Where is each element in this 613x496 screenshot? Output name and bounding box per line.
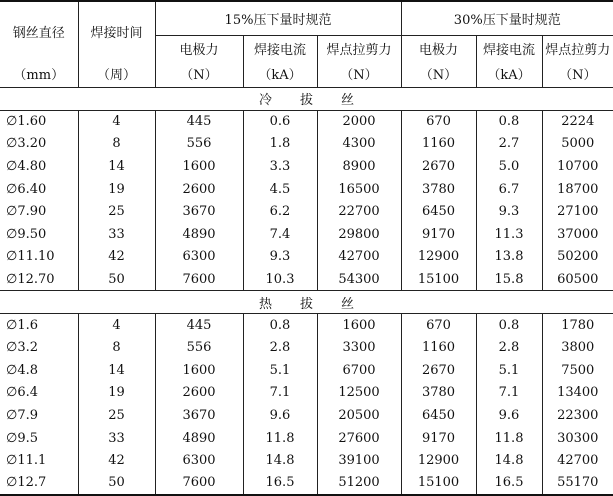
cell-current-30: 14.8 bbox=[476, 449, 542, 472]
cell-current-30: 6.7 bbox=[476, 178, 542, 201]
table-row bbox=[0, 155, 613, 178]
cell-weld-time: 19 bbox=[78, 178, 155, 201]
cell-diameter: ∅11.1 bbox=[0, 449, 78, 472]
cell-force-15: 1600 bbox=[155, 359, 243, 382]
table-row bbox=[0, 427, 613, 450]
cell-shear-15: 22700 bbox=[317, 200, 401, 223]
cell-current-30: 5.1 bbox=[476, 359, 542, 382]
cell-force-30: 1160 bbox=[401, 133, 476, 156]
cell-force-15: 556 bbox=[155, 133, 243, 156]
cell-diameter: ∅3.20 bbox=[0, 133, 78, 156]
cell-current-30: 9.3 bbox=[476, 200, 542, 223]
cell-current-15: 5.1 bbox=[243, 359, 317, 382]
cell-current-30: 11.8 bbox=[476, 427, 542, 450]
cell-shear-15: 2000 bbox=[317, 110, 401, 133]
cell-weld-time: 42 bbox=[78, 246, 155, 269]
cell-shear-15: 42700 bbox=[317, 246, 401, 269]
unit-force-30: （N） bbox=[401, 61, 476, 87]
cell-weld-time: 50 bbox=[78, 268, 155, 291]
cell-force-30: 3780 bbox=[401, 178, 476, 201]
cell-shear-30: 10700 bbox=[557, 158, 599, 174]
cell-shear-15: 29800 bbox=[317, 223, 401, 246]
header-weld-time-unit: （周） bbox=[78, 61, 155, 87]
header-shear-30: 焊点拉剪力 bbox=[542, 35, 613, 61]
cell-shear-30: 42700 bbox=[557, 453, 599, 469]
cell-shear-15: 16500 bbox=[317, 178, 401, 201]
cell-diameter: ∅4.80 bbox=[0, 155, 78, 178]
table-row bbox=[0, 223, 613, 246]
cell-current-30: 16.5 bbox=[476, 472, 542, 495]
cell-current-30: 7.1 bbox=[476, 382, 542, 405]
table-row bbox=[0, 449, 613, 472]
cell-force-15: 7600 bbox=[155, 268, 243, 291]
table-row bbox=[0, 200, 613, 223]
header-force-15: 电极力 bbox=[155, 35, 243, 61]
unit-shear-30: （N） bbox=[559, 68, 597, 84]
cell-weld-time: 4 bbox=[78, 314, 155, 337]
cell-shear-30: 22300 bbox=[557, 407, 599, 423]
cell-weld-time: 14 bbox=[78, 359, 155, 382]
cell-shear-30: 1780 bbox=[542, 314, 613, 337]
cell-shear-30: 5000 bbox=[561, 136, 595, 152]
cell-shear-30: 7500 bbox=[561, 362, 595, 378]
cell-diameter: ∅12.70 bbox=[0, 268, 78, 291]
cell-force-30: 15100 bbox=[401, 268, 476, 291]
cell-shear-30: 2224 bbox=[542, 110, 613, 133]
cell-weld-time: 19 bbox=[78, 382, 155, 405]
unit-current-30: （kA） bbox=[476, 61, 542, 87]
cell-shear-30: 55170 bbox=[542, 472, 613, 495]
cell-force-30: 12900 bbox=[401, 246, 476, 269]
cell-current-15: 4.5 bbox=[243, 178, 317, 201]
cell-diameter: ∅1.6 bbox=[0, 314, 78, 337]
cell-diameter: ∅9.50 bbox=[0, 223, 78, 246]
header-force-30: 电极力 bbox=[401, 35, 476, 61]
cell-force-30: 3780 bbox=[401, 382, 476, 405]
cell-current-30: 2.7 bbox=[476, 133, 542, 156]
cell-weld-time: 8 bbox=[78, 336, 155, 359]
cell-shear-30: 27100 bbox=[557, 204, 599, 220]
cell-weld-time: 25 bbox=[78, 404, 155, 427]
cell-shear-15: 8900 bbox=[317, 155, 401, 178]
cell-force-15: 2600 bbox=[155, 382, 243, 405]
cell-shear-15: 3300 bbox=[317, 336, 401, 359]
table-row bbox=[0, 178, 613, 201]
table-row bbox=[0, 133, 613, 156]
cell-shear-30: 50200 bbox=[557, 249, 599, 265]
cell-shear-15: 27600 bbox=[317, 427, 401, 450]
header-row-1 bbox=[0, 1, 613, 35]
cell-current-30: 0.8 bbox=[476, 314, 542, 337]
section-title-row bbox=[0, 291, 613, 314]
unit-shear-15: （N） bbox=[317, 61, 401, 87]
cell-current-15: 14.8 bbox=[243, 449, 317, 472]
cell-weld-time: 14 bbox=[78, 155, 155, 178]
cell-force-15: 6300 bbox=[155, 449, 243, 472]
cell-shear-15: 51200 bbox=[317, 472, 401, 495]
table-row bbox=[0, 268, 613, 291]
section-title: 热拔丝 bbox=[0, 291, 613, 314]
cell-current-15: 10.3 bbox=[243, 268, 317, 291]
cell-weld-time: 33 bbox=[78, 427, 155, 450]
unit-force-15: （N） bbox=[155, 61, 243, 87]
cell-diameter: ∅1.60 bbox=[0, 110, 78, 133]
table-row bbox=[0, 336, 613, 359]
table-row bbox=[0, 246, 613, 269]
cell-diameter: ∅12.7 bbox=[0, 472, 78, 495]
cell-force-30: 2670 bbox=[401, 359, 476, 382]
table-row bbox=[0, 382, 613, 405]
header-weld-time-label: 焊接时间 bbox=[78, 1, 155, 61]
table-body bbox=[0, 1, 613, 495]
cell-current-30: 2.8 bbox=[476, 336, 542, 359]
cell-force-15: 2600 bbox=[155, 178, 243, 201]
cell-force-15: 556 bbox=[155, 336, 243, 359]
cell-shear-30: 3800 bbox=[561, 340, 595, 356]
cell-current-15: 9.3 bbox=[243, 246, 317, 269]
cell-current-30: 9.6 bbox=[476, 404, 542, 427]
cell-shear-15: 4300 bbox=[317, 133, 401, 156]
cell-force-30: 12900 bbox=[401, 449, 476, 472]
header-group-15: 15%压下量时规范 bbox=[155, 1, 401, 35]
cell-diameter: ∅6.4 bbox=[0, 382, 78, 405]
header-group-30: 30%压下量时规范 bbox=[401, 1, 613, 35]
cell-diameter: ∅6.40 bbox=[0, 178, 78, 201]
cell-weld-time: 25 bbox=[78, 200, 155, 223]
section-title: 冷拔丝 bbox=[0, 87, 613, 110]
header-shear-15: 焊点拉剪力 bbox=[317, 35, 401, 61]
cell-current-15: 7.1 bbox=[243, 382, 317, 405]
cell-weld-time: 33 bbox=[78, 223, 155, 246]
cell-diameter: ∅9.5 bbox=[0, 427, 78, 450]
cell-current-30: 0.8 bbox=[476, 110, 542, 133]
cell-current-15: 16.5 bbox=[243, 472, 317, 495]
header-row-3 bbox=[0, 61, 613, 87]
unit-current-15: （kA） bbox=[243, 61, 317, 87]
cell-current-15: 1.8 bbox=[243, 133, 317, 156]
cell-weld-time: 42 bbox=[78, 449, 155, 472]
cell-shear-15: 20500 bbox=[317, 404, 401, 427]
cell-current-15: 11.8 bbox=[243, 427, 317, 450]
header-wire-diameter-unit: （mm） bbox=[0, 61, 78, 87]
cell-force-15: 6300 bbox=[155, 246, 243, 269]
cell-shear-15: 54300 bbox=[317, 268, 401, 291]
cell-force-15: 1600 bbox=[155, 155, 243, 178]
cell-current-15: 0.6 bbox=[243, 110, 317, 133]
cell-force-15: 4890 bbox=[155, 223, 243, 246]
table-row bbox=[0, 110, 613, 133]
cell-shear-30: 60500 bbox=[557, 271, 599, 287]
cell-force-30: 1160 bbox=[401, 336, 476, 359]
cell-current-15: 9.6 bbox=[243, 404, 317, 427]
cell-weld-time: 8 bbox=[78, 133, 155, 156]
cell-diameter: ∅7.90 bbox=[0, 200, 78, 223]
cell-force-15: 4890 bbox=[155, 427, 243, 450]
cell-force-30: 6450 bbox=[401, 404, 476, 427]
header-current-15: 焊接电流 bbox=[243, 35, 317, 61]
table-row bbox=[0, 472, 613, 495]
cell-current-30: 13.8 bbox=[476, 246, 542, 269]
cell-force-15: 7600 bbox=[155, 472, 243, 495]
cell-force-30: 9170 bbox=[401, 223, 476, 246]
header-wire-diameter-label: 钢丝直径 bbox=[0, 1, 78, 61]
cell-force-30: 6450 bbox=[401, 200, 476, 223]
cell-current-15: 0.8 bbox=[243, 314, 317, 337]
header-current-30: 焊接电流 bbox=[476, 35, 542, 61]
table-row bbox=[0, 359, 613, 382]
cell-force-15: 445 bbox=[155, 110, 243, 133]
cell-force-15: 3670 bbox=[155, 200, 243, 223]
cell-force-30: 9170 bbox=[401, 427, 476, 450]
cell-current-15: 2.8 bbox=[243, 336, 317, 359]
cell-shear-30: 37000 bbox=[557, 226, 599, 242]
cell-force-30: 2670 bbox=[401, 155, 476, 178]
cell-force-15: 445 bbox=[155, 314, 243, 337]
cell-current-30: 15.8 bbox=[476, 268, 542, 291]
cell-shear-30: 30300 bbox=[557, 430, 599, 446]
table-row bbox=[0, 404, 613, 427]
cell-diameter: ∅4.8 bbox=[0, 359, 78, 382]
cell-current-15: 3.3 bbox=[243, 155, 317, 178]
table-row bbox=[0, 314, 613, 337]
cell-shear-15: 6700 bbox=[317, 359, 401, 382]
cell-weld-time: 4 bbox=[78, 110, 155, 133]
cell-current-15: 6.2 bbox=[243, 200, 317, 223]
cell-force-30: 15100 bbox=[401, 472, 476, 495]
cell-shear-30: 13400 bbox=[557, 385, 599, 401]
cell-shear-15: 12500 bbox=[317, 382, 401, 405]
cell-weld-time: 50 bbox=[78, 472, 155, 495]
cell-force-30: 670 bbox=[401, 110, 476, 133]
cell-current-30: 5.0 bbox=[476, 155, 542, 178]
cell-shear-15: 1600 bbox=[317, 314, 401, 337]
cell-diameter: ∅11.10 bbox=[0, 246, 78, 269]
cell-force-15: 3670 bbox=[155, 404, 243, 427]
cell-current-30: 11.3 bbox=[476, 223, 542, 246]
cell-force-30: 670 bbox=[401, 314, 476, 337]
cell-diameter: ∅7.9 bbox=[0, 404, 78, 427]
cell-shear-15: 39100 bbox=[317, 449, 401, 472]
cell-current-15: 7.4 bbox=[243, 223, 317, 246]
cell-diameter: ∅3.2 bbox=[0, 336, 78, 359]
cell-shear-30: 18700 bbox=[557, 181, 599, 197]
section-title-row bbox=[0, 87, 613, 110]
